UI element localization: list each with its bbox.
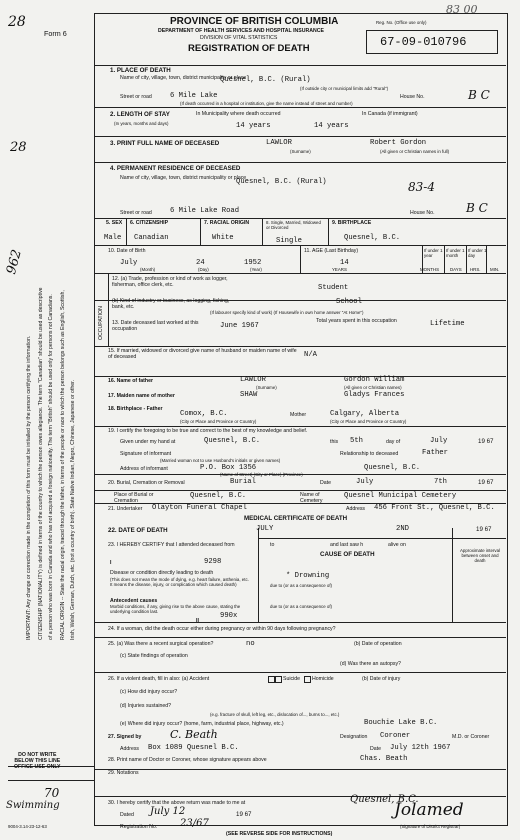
place-of-death: Quesnel, B.C. (Rural) [220, 76, 311, 84]
stay-canada-label: In Canada (if immigrant) [362, 111, 418, 117]
day-header: (Day) [198, 267, 209, 272]
residence-bc: B C [466, 201, 488, 215]
burial-place: Quesnel, B.C. [190, 492, 247, 500]
dod-month: JULY [256, 525, 274, 533]
suicide-label: Suicide [283, 676, 301, 682]
rule [94, 622, 506, 623]
cemetery: Quesnel Municipal Cemetery [344, 492, 457, 500]
undertaker-address: 456 Front St., Quesnel, B.C. [374, 504, 495, 512]
col-line [108, 273, 109, 346]
age-unit: YEARS [332, 267, 347, 272]
q25c: (c) State findings of operation [120, 653, 188, 659]
registration-no-label: Registration No. [120, 824, 158, 830]
sex: Male [104, 234, 122, 242]
form-code: 9004-3.14-23-12-63 [8, 824, 47, 829]
occupation-side-label: OCCUPATION [98, 306, 104, 340]
given-note: (All given or Christian names in full) [380, 149, 450, 154]
due-to-c: due to (or as a consequence of) [270, 604, 332, 609]
reg-no-label: Reg. No. (Office use only) [376, 20, 427, 25]
residence-street: 6 Mile Lake Road [170, 207, 240, 215]
undertaker: Olayton Funeral Chapel [152, 504, 247, 512]
mother-bp-label: Mother [290, 412, 307, 418]
age-label: 11. AGE (Last Birthday) [304, 248, 359, 254]
street-note: (If death occurred in a hospital or institution, give the name instead of street and number) [180, 101, 353, 106]
mother-given: Gladys Frances [344, 391, 405, 399]
notations-label: 29. Notations [108, 770, 139, 776]
col-line [300, 245, 301, 273]
total-years: Lifetime [430, 320, 465, 328]
attended-label: 23. I HEREBY CERTIFY that I attended deceased from [108, 542, 235, 548]
under-1-day: If under 1 day [468, 248, 487, 258]
homicide-checkbox[interactable] [304, 676, 311, 683]
q26b: (b) Date of injury [362, 676, 401, 682]
citizenship-label: 6. CITIZENSHIP [130, 220, 169, 226]
occupation-note: (If labourer specify kind of work) (If Housewife in own home answer "At Home") [210, 310, 364, 315]
address-notes: (Name of Street) (City or Place) (Province) [220, 472, 303, 477]
informant-certify: 19. I certify the foregoing to be true and correct to the best of my knowledge and belief. [108, 428, 308, 434]
occupation-industry: School [336, 298, 362, 306]
col-line [466, 245, 467, 273]
col-line [200, 218, 201, 245]
under-1-year: If under 1 year [424, 248, 443, 258]
place-sub: Name of city, village, town, district municipality or place [120, 75, 247, 81]
reg-no: 67-09-010796 [380, 35, 467, 49]
cause-code-2: 990x [220, 612, 238, 620]
father-label: 16. Name of father [108, 378, 153, 384]
father-given: Gordon William [344, 376, 405, 384]
pencil-mark: 28 [10, 140, 27, 155]
registrar-year: 19 67 [236, 811, 252, 818]
province-title: PROVINCE OF BRITISH COLUMBIA [170, 16, 339, 27]
hours-header: HRS. [470, 267, 481, 272]
page-number: 28 [8, 14, 26, 30]
md-or-coroner: M.D. or Coroner [452, 734, 490, 740]
sex-label: 5. SEX [106, 220, 123, 226]
rule [94, 65, 506, 66]
informant-address-label: Address of informant [120, 466, 168, 472]
accident-checkbox[interactable] [268, 676, 275, 683]
rule [94, 273, 506, 274]
q25a-answer: no [246, 640, 255, 648]
rule [94, 376, 506, 377]
print-name: Chas. Beath [360, 755, 408, 763]
alive-on: alive on [388, 542, 406, 548]
coroner-address-label: Address [120, 746, 140, 752]
cause-code-1: 9298 [204, 558, 222, 566]
instruction-citizenship-2: of a person who was born in Canada and who has not acquired a foreign nationality. The term "British" should be used only for persons not Canadians. [48, 294, 54, 640]
bc-mark: B C [468, 88, 490, 102]
mother-label: 17. Maiden name of mother [108, 393, 175, 399]
mother-birthplace: Calgary, Alberta [330, 410, 400, 418]
relationship: Father [422, 449, 448, 457]
last-saw: and last saw h [330, 542, 364, 548]
suicide-checkbox[interactable] [275, 676, 282, 683]
birthplace: Quesnel, B.C. [344, 234, 401, 242]
signed-by-label: 27. Signed by [108, 734, 142, 740]
spouse-label: 15. If married, widowed or divorced give name of husband or maiden name of wife of deceased [108, 348, 297, 360]
q26c: (c) How did injury occur? [120, 689, 178, 695]
birthplace-parents-label: 18. Birthplace - Father [108, 406, 163, 412]
part-1-label: I [110, 560, 112, 566]
rule [94, 218, 506, 219]
rule [94, 769, 506, 770]
pencil-mark: 962 [4, 248, 25, 276]
length-of-stay-label: 2. LENGTH OF STAY [110, 111, 170, 118]
col-line [262, 218, 263, 245]
registrar-certify: 30. I hereby certify that the above return was made to me at [108, 800, 246, 806]
q26d: (d) Injuries sustained? [120, 703, 172, 709]
q25a: 25. (a) Was there a recent surgical operation? [108, 641, 214, 647]
dob-month: July [120, 259, 138, 267]
house-no-label: House No. [400, 94, 425, 100]
given-under-label: Given under my hand at [120, 439, 176, 445]
burial-month: July [356, 478, 374, 486]
form-title: REGISTRATION OF DEATH [188, 43, 310, 54]
due-to-b: due to (or as a consequence of) [270, 583, 332, 588]
q24: 24. If a woman, did the death occur either during pregnancy or within 90 days following pregnancy? [108, 626, 336, 632]
coroner-date: July 12th 1967 [390, 744, 451, 752]
month-header: (Month) [140, 267, 156, 272]
rule [258, 538, 506, 539]
marital-status: Single [276, 237, 302, 245]
occupation-trade: Student [318, 284, 349, 292]
rule [94, 136, 506, 137]
office-use-label: DO NOT WRITE BELOW THIS LINE OFFICE USE ONLY [14, 752, 61, 770]
bp-note: (City or Place and Province or Country) [180, 419, 257, 424]
instruction-important: IMPORTANT: Any change or correction made in the completion of this form must be initialled by the person certifying the information. [26, 335, 32, 640]
bp-note: (City or Place and Province or Country) [330, 419, 407, 424]
residence-sub: Name of city, village, town, district municipality or place [120, 175, 247, 181]
relationship-label: Relationship to deceased [340, 451, 399, 457]
dob-day: 24 [196, 259, 205, 267]
attended-to: to [270, 542, 275, 548]
cemetery-label: Name of Cemetery [300, 492, 323, 504]
corner-marks: 83 00 [446, 3, 478, 16]
day-of-label: day of [386, 439, 401, 445]
occupation-b-label: (b) Kind of industry or business, as logging, fishing, bank, etc. [112, 298, 230, 310]
q26: 26. If a violent death, fill in also: (a) Accident [108, 676, 210, 682]
cause-heading: CAUSE OF DEATH [320, 551, 375, 558]
dated-label: Dated [120, 812, 134, 818]
instruction-citizenship: CITIZENSHIP (NATIONALITY) is defined in terms of the country to which the person owes allegiance. The term "Canadian" should be used as descriptive [38, 287, 44, 640]
col-line [258, 528, 259, 622]
deceased-surname: LAWLOR [266, 139, 292, 147]
homicide-label: Homicide [312, 676, 334, 682]
place-note: (If outside city or municipal limits add "Rural") [300, 86, 389, 91]
rule [94, 796, 506, 797]
registrar-place: Quesnel, B.C. [350, 794, 419, 805]
married-note: (Married woman not to use Husband's initials or given names) [160, 458, 281, 463]
form-number: Form 6 [44, 29, 67, 38]
division: DIVISION OF VITAL STATISTICS [200, 35, 278, 41]
pencil-note: Swimming [6, 800, 60, 811]
registrar-signature-note: (Signature of District Registrar) [400, 824, 461, 829]
father-surname: LAWLOR [240, 376, 266, 384]
undertaker-label: 21. Undertaker [108, 506, 143, 512]
dob-label: 10. Date of Birth [108, 248, 146, 254]
burial-year: 19 67 [478, 479, 494, 486]
year-header: (Year) [250, 267, 262, 272]
stay-canada: 14 years [314, 122, 349, 130]
rule [94, 490, 506, 491]
designation-label: Designation [340, 734, 368, 740]
informant-address: P.O. Box 1356 [200, 464, 257, 472]
rule [94, 346, 506, 347]
deceased-given-names: Robert Gordon [370, 139, 427, 147]
informant-day: 5th [350, 437, 363, 445]
stay-sub: (In years, months and days) [114, 121, 169, 126]
designation: Coroner [380, 732, 411, 740]
col-line [126, 218, 127, 245]
print-name-label: 28. Print name of Doctor or Coroner, whose signature appears above [108, 757, 267, 763]
instruction-racial: RACIAL ORIGIN -- State the racial origin, traced through the father, in terms of the people or race to which the person belongs such as English, Scottish, [60, 290, 66, 640]
full-name-label: 3. PRINT FULL NAME OF DECEASED [110, 140, 220, 147]
undertaker-address-label: Address [346, 506, 366, 512]
informant-city: Quesnel, B.C. [364, 464, 421, 472]
surname-note: (Surname) [256, 385, 277, 390]
q26e: (e) Where did injury occur? (home, farm, industrial place, highway, etc.) [120, 721, 284, 727]
informant-signature-label: Signature of informant [120, 451, 172, 457]
department: DEPARTMENT OF HEALTH SERVICES AND HOSPITAL INSURANCE [158, 28, 324, 34]
place-of-death-label: 1. PLACE OF DEATH [110, 67, 171, 74]
marital-label: 8. Single, Married, Widowed or Divorced [266, 220, 321, 230]
father-birthplace: Comox, B.C. [180, 410, 228, 418]
stay-municipality: 14 years [236, 122, 271, 130]
rule [94, 637, 506, 638]
cause-a: * Drowning [286, 572, 330, 580]
part-1-text: Disease or condition directly leading to death [110, 570, 214, 576]
last-worked-label: 13. Date deceased last worked at this occupation [112, 320, 199, 332]
mins-header: MIN. [490, 267, 500, 272]
registration-no: 23/67 [180, 818, 209, 829]
under-1-month: If under 1 month [446, 248, 465, 258]
office-use-rule [8, 780, 94, 781]
pencil-mark: 70 [44, 786, 60, 800]
spouse: N/A [304, 351, 317, 359]
stay-muni-label: In Municipality where death occurred [196, 111, 281, 117]
q26e-answer: Bouchie Lake B.C. [364, 719, 438, 727]
informant-month: July [430, 437, 448, 445]
mother-surname: SHAW [240, 391, 258, 399]
house-no-label: House No. [410, 210, 435, 216]
interval-heading: Approximate interval between onset and death [459, 548, 501, 563]
dod-day: 2ND [396, 525, 409, 533]
occupation-a-label: 12. (a) Trade, profession or kind of work as logger, fisherman, office clerk, etc. [112, 276, 228, 288]
instruction-racial-2: Irish, Welsh, German, Dutch, etc. (not a country of birth). State Native Indian, Negro, Chinese, Japanese or other. [70, 380, 76, 640]
burial-method: Burial [230, 478, 256, 486]
days-header: DAYS [450, 267, 462, 272]
burial-label: 20. Burial, Cremation or Removal [108, 480, 185, 486]
given-note: (All given or Christian names) [344, 385, 402, 390]
age: 14 [340, 259, 349, 267]
surname-note: (Surname) [290, 149, 311, 154]
informant-year: 19 67 [478, 438, 494, 445]
street-of-death: 6 Mile Lake [170, 92, 218, 100]
rule [94, 672, 506, 673]
rule [94, 426, 506, 427]
informant-place: Quesnel, B.C. [204, 437, 261, 445]
see-reverse: (SEE REVERSE SIDE FOR INSTRUCTIONS) [226, 831, 333, 837]
racial-origin: White [212, 234, 234, 242]
col-line [328, 218, 329, 245]
burial-place-label: Place of Burial or Cremation [114, 492, 154, 504]
q26d-note: (e.g. fracture of skull, left leg, etc., dislocation of..., burns to..., etc.) [210, 712, 340, 717]
birthplace-label: 9. BIRTHPLACE [332, 220, 372, 226]
coroner-signature: C. Beath [170, 728, 218, 741]
dod-label: 22. DATE OF DEATH [108, 527, 168, 534]
residence-label: 4. PERMANENT RESIDENCE OF DECEASED [110, 165, 241, 172]
racial-origin-label: 7. RACIAL ORIGIN [204, 220, 250, 226]
part-1-note: (This does not mean the mode of dying, e.g. heart failure, asthenia, etc. It means the disease, injury, or complication which caused death) [110, 577, 249, 587]
last-worked: June 1967 [220, 322, 259, 330]
burial-day: 7th [434, 478, 447, 486]
this-label: this [330, 439, 339, 445]
rule [94, 162, 506, 163]
street-label: Street or road [120, 94, 152, 100]
part-2-label: II [196, 618, 199, 624]
dob-year: 1952 [244, 259, 262, 267]
col-line [444, 245, 445, 273]
registrar-date: July 12 [150, 806, 186, 817]
street-label: Street or road [120, 210, 152, 216]
q25b: (b) Date of operation [354, 641, 402, 647]
antecedent-label: Antecedent causes [110, 598, 158, 604]
q25d: (d) Was there an autopsy? [340, 661, 401, 667]
rule [94, 107, 506, 108]
medical-heading: MEDICAL CERTIFICATE OF DEATH [244, 515, 348, 522]
coroner-date-label: Date [370, 746, 381, 752]
residence-mark: 83-4 [408, 180, 435, 194]
residence-place: Quesnel, B.C. (Rural) [236, 178, 327, 186]
antecedent-note: Morbid conditions, if any, giving rise to the above cause, stating the underlying condition last. [110, 604, 241, 614]
citizenship: Canadian [134, 234, 169, 242]
registrar-signature: Jolamed [394, 800, 464, 820]
col-line [452, 528, 453, 622]
burial-date-label: Date [320, 480, 331, 486]
coroner-address: Box 1089 Quesnel B.C. [148, 744, 239, 752]
total-years-label: Total years spent in this occupation [316, 318, 397, 324]
months-header: MONTHS [420, 267, 440, 272]
dod-year: 19 67 [476, 526, 492, 533]
